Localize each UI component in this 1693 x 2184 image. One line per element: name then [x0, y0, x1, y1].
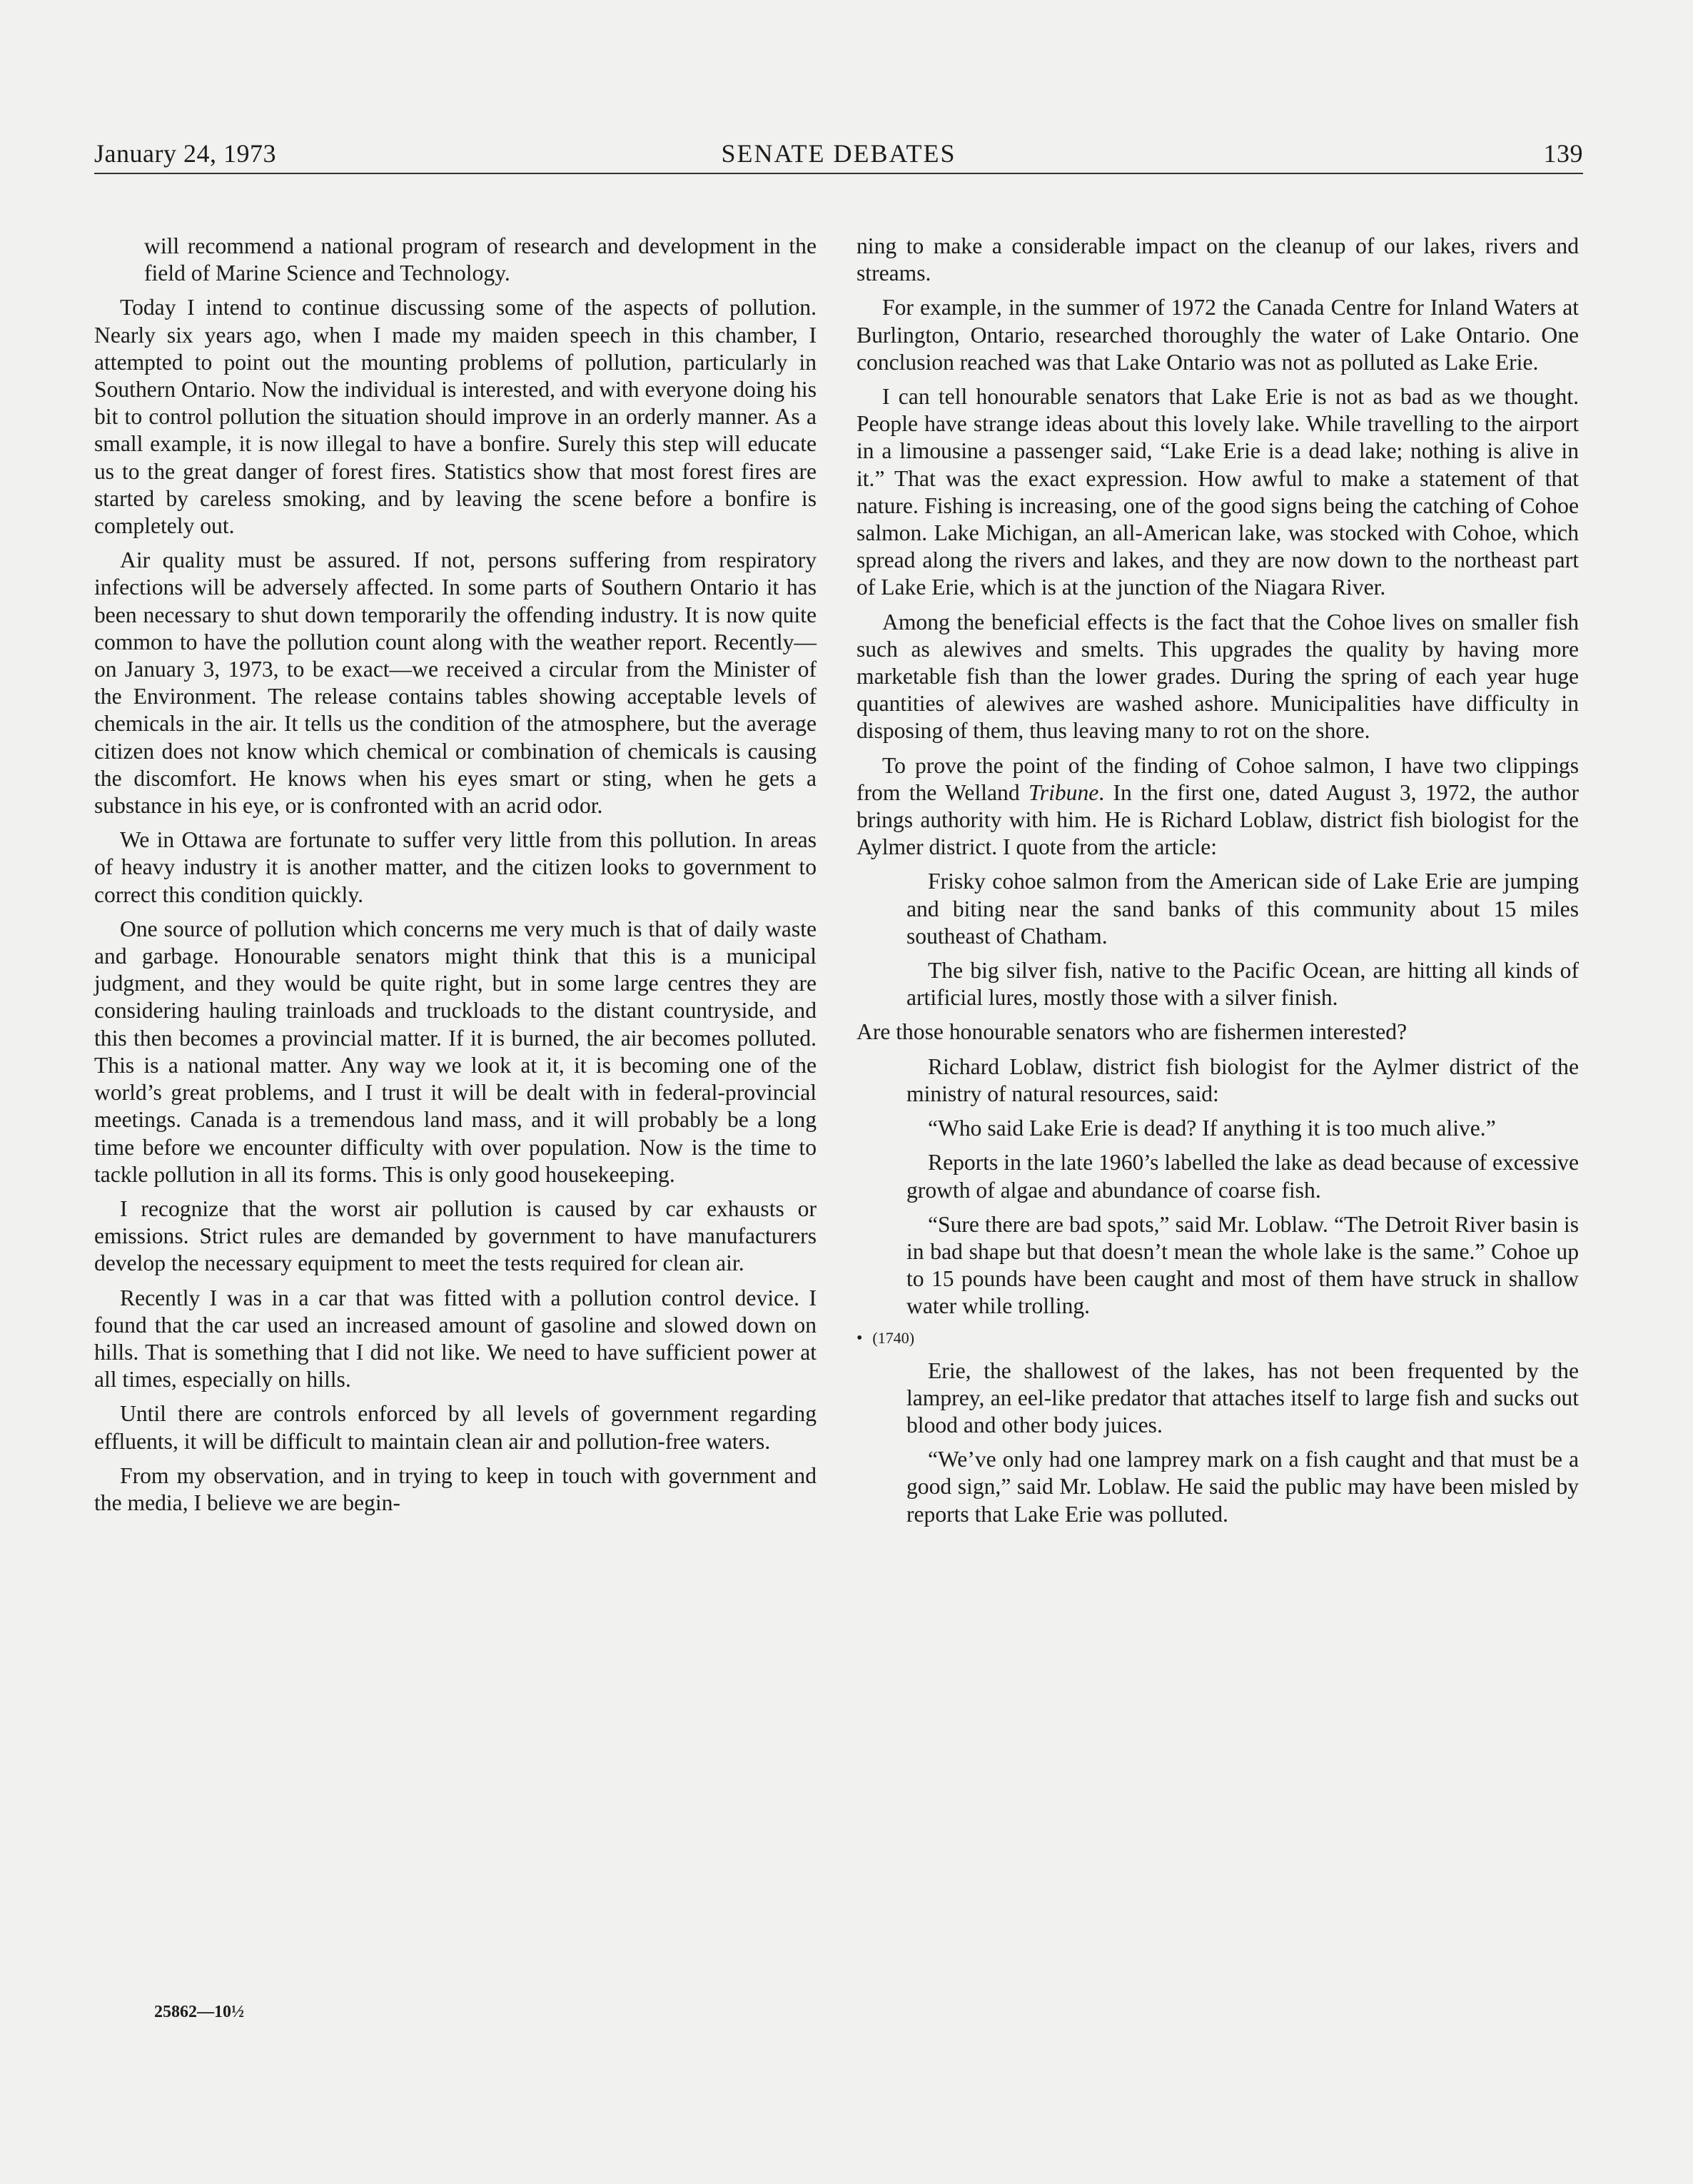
paragraph: For example, in the summer of 1972 the Canada Centre for Inland Waters at Burlington, Ontario, researched thoroughly the water of Lake Ontario. One conclusion reached was that Lake Ontario was not as polluted as Lake Erie.: [856, 295, 1579, 375]
left-column: [94, 233, 817, 1524]
paragraph: Today I intend to continue discussing some of the aspects of pollution. Nearly six years ago, when I made my maiden speech in this chamber, I attempted to point out the mounting problems of pollution, particularly in Southern Ontario. Now the individual is interested, and with everyone doing his bit to control pollution the situation should improve in an orderly manner. As a small example, it is now illegal to have a bonfire. Surely this step will educate us to the great danger of forest fires. Statistics show that most forest fires are started by careless smoking, and by leaving the scene before a bonfire is completely out.: [94, 295, 817, 539]
bullet-icon: •: [856, 1328, 863, 1348]
block-quote: “We’ve only had one lamprey mark on a fish caught and that must be a good sign,” said Mr. Loblaw. He said the public may have been misled by reports that Lake Erie was polluted.: [906, 1447, 1579, 1527]
block-quote: “Who said Lake Erie is dead? If anything it is too much alive.”: [928, 1116, 1496, 1141]
paragraph: Are those honourable senators who are fishermen interested?: [856, 1019, 1408, 1045]
publication-name: Tribune: [1028, 779, 1099, 805]
paragraph: Air quality must be assured. If not, persons suffering from respiratory infections will be adversely affected. In some parts of Southern Ontario it has been necessary to shut down temporarily the offending industry. It is now quite common to have the pollution count along with the weather report. Recently—on January 3, 1973, to be exact—we received a circular from the Minister of the Environment. The release contains tables showing acceptable levels of chemicals in the air. It tells us the condition of the atmosphere, but the average citizen does not know which chemical or combination of chemicals is causing the discomfort. He knows when his eyes smart or sting, when he gets a substance in his eye, or is confronted with an acrid odor.: [94, 547, 817, 819]
paragraph: Recently I was in a car that was fitted with a pollution control device. I found that the car used an increased amount of gasoline and slowed down on hills. That is something that I did not like. We need to have sufficient power at all times, especially on hills.: [94, 1285, 817, 1392]
paragraph: From my observation, and in trying to keep in touch with government and the media, I believe we are begin-: [94, 1462, 817, 1515]
time-marker: [856, 1328, 1579, 1349]
paragraph: One source of pollution which concerns me very much is that of daily waste and garbage. Honourable senators might think that this is a municipal judgment, and they would be quite right, but in some large centres they are considering hauling trainloads and truckloads to the distant countryside, and this then becomes a provincial matter. If it is burned, the air becomes polluted. This is a national matter. Any way we look at it, it is becoming one of the world’s great problems, and I trust it will be dealt with in federal-provincial meetings. Canada is a tremendous land mass, and it will probably be a long time before we encounter difficulty with over population. Now is the time to tackle pollution in all its forms. This is only good housekeeping.: [94, 916, 817, 1187]
paragraph: Until there are controls enforced by all levels of government regarding effluents, it will be difficult to maintain clean air and pollution-free waters.: [94, 1401, 817, 1454]
paragraph: We in Ottawa are fortunate to suffer very little from this pollution. In areas of heavy industry it is another matter, and the citizen looks to government to correct this condition quickly.: [94, 827, 817, 907]
block-quote: Frisky cohoe salmon from the American side of Lake Erie are jumping and biting near the sand banks of this community about 15 miles southeast of Chatham.: [906, 869, 1579, 949]
paragraph: [856, 752, 1579, 861]
paragraph: will recommend a national program of research and development in the field of Marine Science and Technology.: [144, 233, 817, 286]
text-run: . In the first one, dated August 3, 1972, the author brings authority with him. He is Richard Loblaw, district fish biologist for the Aylmer district. I quote from the article:: [856, 779, 1580, 860]
header-page-number: 139: [1543, 139, 1583, 168]
block-quote: The big silver fish, native to the Pacific Ocean, are hitting all kinds of artificial lures, mostly those with a silver finish.: [906, 958, 1579, 1011]
block-quote: “Sure there are bad spots,” said Mr. Loblaw. “The Detroit River basin is in bad shape but that doesn’t mean the whole lake is the same.” Cohoe up to 15 pounds have been caught and most of them have struck in shallow water while trolling.: [906, 1211, 1579, 1319]
right-column: [856, 233, 1579, 1535]
footer-code: 25862—10½: [154, 2003, 244, 2021]
header-title: SENATE DEBATES: [721, 139, 956, 168]
paragraph: I can tell honourable senators that Lake Erie is not as bad as we thought. People have strange ideas about this lovely lake. While travelling to the airport in a limousine a passenger said, “Lake Erie is a dead lake; nothing is alive in it.” That was the exact expression. How awful to make a statement of that nature. Fishing is increasing, one of the good signs being the catching of Cohoe salmon. Lake Michigan, an all-American lake, was stocked with Cohoe, which spread along the rivers and lakes, and they are now down to the northeast part of Lake Erie, which is at the junction of the Niagara River.: [856, 384, 1579, 600]
time-marker-text: (1740): [872, 1328, 915, 1347]
paragraph: I recognize that the worst air pollution is caused by car exhausts or emissions. Strict rules are demanded by government to have manufacturers develop the necessary equipment to meet the tests required for clean air.: [94, 1195, 817, 1276]
block-quote: Richard Loblaw, district fish biologist for the Aylmer district of the ministry of natural resources, said:: [906, 1053, 1579, 1106]
block-quote: Reports in the late 1960’s labelled the lake as dead because of excessive growth of algae and abundance of coarse fish.: [906, 1150, 1579, 1203]
page-header: [94, 138, 1583, 174]
header-date: January 24, 1973: [94, 139, 276, 168]
block-quote: Erie, the shallowest of the lakes, has not been frequented by the lamprey, an eel-like predator that attaches itself to large fish and sucks out blood and other body juices.: [906, 1358, 1579, 1437]
paragraph: Among the beneficial effects is the fact that the Cohoe lives on smaller fish such as alewives and smelts. This upgrades the quality by having more marketable fish than the lower grades. During the spring of each year huge quantities of alewives are washed ashore. Municipalities have difficulty in disposing of them, thus leaving many to rot on the shore.: [856, 609, 1579, 744]
text-run: To prove the point of the finding of Cohoe salmon, I have two clippings from the Welland: [856, 752, 1579, 805]
paragraph: ning to make a considerable impact on the cleanup of our lakes, rivers and streams.: [856, 233, 1579, 286]
